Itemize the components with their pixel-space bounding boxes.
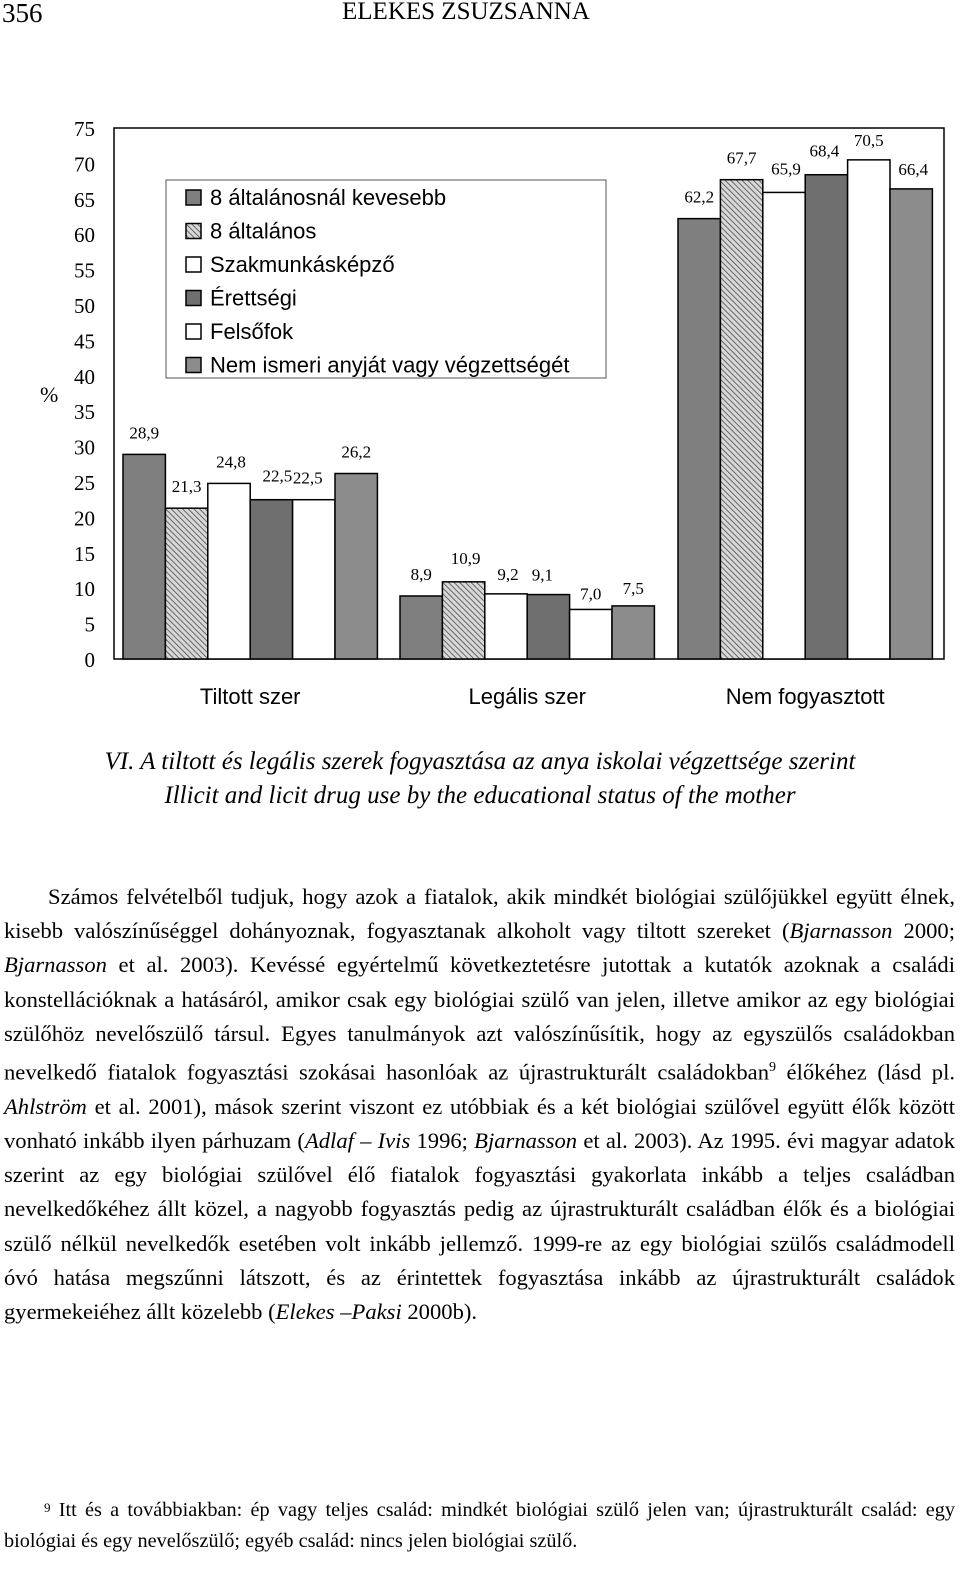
y-tick-label: 60 (74, 223, 95, 248)
y-tick-label: 20 (74, 506, 95, 531)
bar (570, 609, 612, 659)
body-paragraph: Számos felvételből tudjuk, hogy azok a fiatalok, akik mindkét biológiai szülőjükkel együtt élnek, kisebb valószínűséggel dohányoznak, fogyasztanak alkoholt vagy tiltott szereket (Bjarnasson 2000; Bjarnasson et al. 2003). Kevéssé egyértelmű következtetésre jutottak a kutatók azoknak a családi konstellációknak a hatásáról, amikor csak egy biológiai szülő van jelen, illetve amikor az egy biológiai szülőhöz nevelőszülő társul. Egyes tanulmányok azt valószínűsítik, hogy az egyszülős családokban nevelkedő fiatalok fogyasztási szokásai hasonlóak az újrastrukturált családokban$^9$ élőkéhez (lásd pl. Ahlström et al. 2001), mások szerint viszont ez utóbbiak és a két biológiai szülővel együtt élők között vonható inkább ilyen párhuzam (Adlaf – Ivis 1996; Bjarnasson et al. 2003). Az 1995. évi magyar adatok szerint az egy biológiai szülővel élő fiatalok fogyasztási gyakorlata inkább a teljes családban nevelkedőkéhez állt közel, a nagyobb fogyasztás pedig az újrastrukturált családban élők és a biológiai szülő nélkül nevelkedők esetében volt inkább jellemző. 1999-re az egy biológiai szülős családmodell óvó hatása megszűnni látszott, és az érintettek fogyasztása inkább az újrastrukturált családok gyermekeiéhez állt közelebb (Elekes –Paksi 2000b). (4, 884, 955, 1324)
bar (250, 500, 292, 659)
data-label: 21,3 (171, 477, 202, 497)
bar (400, 596, 442, 659)
data-label: 67,7 (726, 148, 757, 168)
data-label: 22,5 (292, 468, 323, 488)
bar (442, 582, 484, 659)
bar (678, 219, 720, 659)
legend-swatch (186, 257, 201, 272)
legend-swatch (186, 324, 201, 339)
bar (848, 160, 890, 659)
data-label: 7,0 (580, 584, 602, 604)
data-label: 24,8 (216, 452, 246, 472)
legend-label: 8 általánosnál kevesebb (210, 185, 447, 210)
bar (763, 192, 805, 659)
footnote-reference: 9 (769, 1060, 777, 1076)
page-number: 356 (2, 0, 43, 28)
legend-swatch (186, 358, 201, 373)
y-axis-unit-label: % (40, 382, 59, 407)
data-label: 65,9 (771, 159, 801, 179)
footnote-text: Itt és a továbbiakban: ép vagy teljes család: mindkét biológiai szülő jelen van; újrastrukturált család: egy biológiai és egy nevelőszülő; egyéb család: nincs jelen biológiai szülő. (4, 1499, 955, 1552)
legend-swatch (186, 190, 201, 205)
bar (335, 474, 377, 659)
x-category-label: Legális szer (468, 684, 586, 709)
y-tick-label: 25 (74, 471, 95, 495)
citation: Bjarnasson (4, 952, 107, 978)
citation: Ahlström (4, 1093, 87, 1119)
data-label: 8,9 (410, 564, 432, 584)
x-category-label: Nem fogyasztott (725, 684, 885, 709)
data-label: 28,9 (129, 423, 160, 443)
bar (208, 483, 250, 659)
bar-chart (0, 112, 960, 722)
y-tick-label: 10 (74, 577, 95, 602)
footnote (4, 1496, 955, 1556)
running-head-author: ELEKES ZSUZSANNA (342, 0, 590, 25)
data-label: 7,5 (622, 578, 644, 598)
data-label: 26,2 (341, 442, 372, 462)
bar (805, 175, 847, 659)
data-label: 9,1 (531, 565, 554, 585)
page-header (0, 0, 960, 34)
y-tick-label: 50 (74, 294, 95, 318)
data-label: 22,5 (262, 466, 293, 486)
legend-label: Felsőfok (210, 319, 294, 344)
data-label: 9,2 (497, 564, 519, 584)
y-tick-label: 45 (74, 329, 95, 354)
citation: Elekes –Paksi (275, 1298, 402, 1324)
citation: Bjarnasson (474, 1127, 578, 1153)
citation: Adlaf – Ivis (304, 1127, 411, 1153)
legend (166, 180, 606, 378)
bar (293, 500, 335, 659)
legend-swatch (186, 291, 201, 306)
y-axis-tick-labels (74, 117, 95, 672)
legend-label: 8 általános (210, 218, 317, 244)
y-tick-label: 35 (74, 400, 95, 425)
y-tick-label: 15 (74, 541, 95, 566)
bar (720, 180, 762, 659)
y-tick-label: 55 (74, 258, 95, 283)
data-label: 10,9 (450, 548, 481, 568)
x-category-label: Tiltott szer (199, 684, 301, 709)
x-axis-category-labels (200, 684, 885, 709)
data-label: 66,4 (898, 159, 929, 179)
footnote-number: 9 (44, 1500, 51, 1515)
y-tick-label: 0 (84, 648, 95, 672)
legend-label: Szakmunkásképző (210, 252, 395, 277)
data-label: 68,4 (809, 141, 840, 161)
y-tick-label: 75 (74, 117, 95, 141)
data-label: 70,5 (853, 130, 884, 150)
y-tick-label: 65 (74, 187, 95, 212)
figure-caption-hungarian: VI. A tiltott és legális szerek fogyasztása az anya iskolai végzettsége szerint (104, 748, 856, 775)
y-tick-label: 70 (74, 152, 95, 177)
bar (165, 508, 207, 659)
data-label: 62,2 (684, 187, 715, 207)
bar (890, 189, 932, 659)
figure-caption-english: Illicit and licit drug use by the educational status of the mother (164, 782, 796, 809)
bar (485, 594, 527, 659)
bar (527, 595, 569, 659)
legend-label: Érettségi (210, 285, 297, 311)
y-tick-label: 5 (84, 612, 95, 637)
y-tick-label: 30 (74, 435, 95, 460)
y-tick-label: 40 (74, 364, 95, 389)
bar (612, 606, 654, 659)
bar (123, 454, 165, 659)
legend-swatch (186, 224, 201, 239)
legend-label: Nem ismeri anyját vagy végzettségét (210, 352, 570, 378)
citation: Bjarnasson (789, 918, 893, 944)
